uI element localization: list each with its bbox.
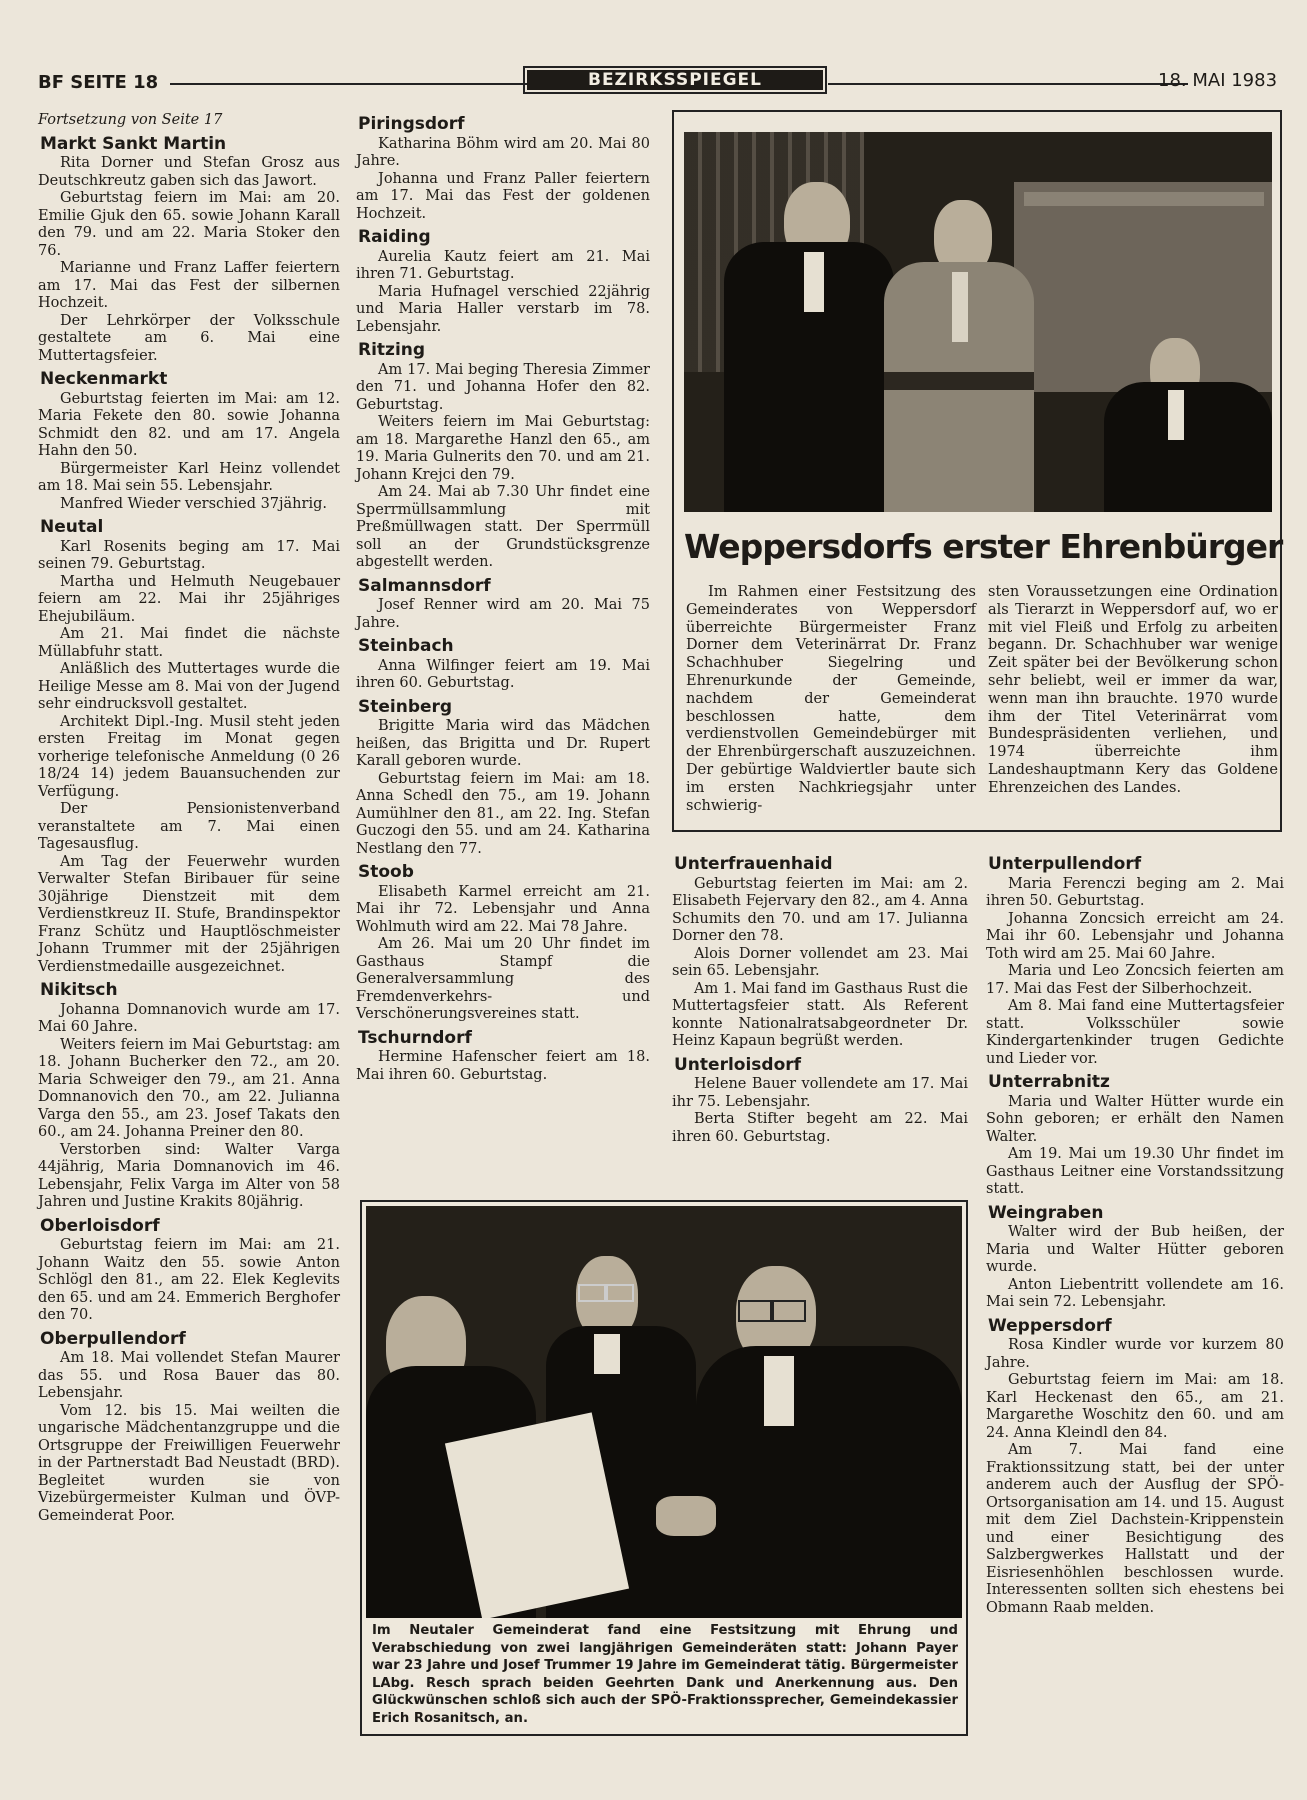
section-paragraph: Am Tag der Feuerwehr wurden Verwalter Stefan Biribauer für seine 30jährige Dienstzeit mit dem Verdienstkreuz II. Stufe, Brandinspektor Franz Schütz und Hauptlöschmeister Johann Trummer mit der 25jährigen Verdienstmedaille ausgezeichnet. bbox=[38, 853, 340, 975]
section-title: BEZIRKSSPIEGEL bbox=[527, 70, 823, 90]
section-heading: Unterloisdorf bbox=[674, 1054, 802, 1075]
column-2 bbox=[356, 110, 650, 1088]
issue-date: 18. MAI 1983 bbox=[1158, 70, 1278, 91]
section-paragraph: Der Pensionistenverband veranstaltete am 7. Mai einen Tagesausflug. bbox=[38, 801, 340, 852]
column-4 bbox=[986, 850, 1284, 1621]
section-heading: Unterrabnitz bbox=[988, 1072, 1110, 1092]
section-paragraph: Am 18. Mai vollendet Stefan Maurer das 55. und Rosa Bauer das 80. Lebensjahr. bbox=[38, 1350, 340, 1401]
header-rule-left bbox=[170, 83, 556, 85]
section-heading: Raiding bbox=[358, 227, 431, 247]
section-paragraph: Aurelia Kautz feiert am 21. Mai ihren 71. Geburtstag. bbox=[356, 248, 650, 282]
section-paragraph: Geburtstag feiern im Mai: am 18. Anna Schedl den 75., am 19. Johann Aumühlner den 81., am 22. Ing. Stefan Guczogi den 55. und am 24. Katharina Nestlang den 77. bbox=[356, 770, 650, 857]
section-paragraph: Anton Liebentritt vollendete am 16. Mai sein 72. Lebensjahr. bbox=[986, 1276, 1284, 1310]
column-1 bbox=[38, 112, 340, 1529]
section-ritzing bbox=[356, 342, 650, 572]
section-paragraph: Geburtstag feierten im Mai: am 12. Maria Fekete den 80. sowie Johanna Schmidt den 82. und am 17. Angela Hahn den 50. bbox=[38, 390, 340, 459]
section-paragraph: Anna Wilfinger feiert am 19. Mai ihren 60. Geburtstag. bbox=[356, 657, 650, 691]
photo-caption: Im Neutaler Gemeinderat fand eine Festsitzung mit Ehrung und Verabschiedung von zwei langjährigen Gemeinderäten statt: Johann Payer war 23 Jahre und Josef Trummer 19 Jahre im Gemeinderat tätig. Bürgermeister LAbg. Resch sprach beiden Geehrten Dank und Anerkennung aus. Den Glückwünschen schloß sich auch der SPÖ-Fraktionssprecher, Gemeindekassier Erich Rosanitsch, an. bbox=[372, 1623, 958, 1726]
continuation-note: Fortsetzung von Seite 17 bbox=[38, 112, 223, 128]
page-number: BF SEITE 18 bbox=[38, 72, 159, 93]
section-heading: Steinberg bbox=[358, 696, 453, 717]
section-steinbach bbox=[356, 638, 650, 693]
section-heading: Neckenmarkt bbox=[40, 369, 168, 389]
section-heading: Salmannsdorf bbox=[358, 575, 491, 596]
section-heading: Weppersdorf bbox=[988, 1315, 1112, 1336]
section-paragraph: Geburtstag feierten im Mai: am 2. Elisabeth Fejervary den 82., am 4. Anna Schumits den 70. und am 17. Julianna Dorner den 78. bbox=[672, 875, 968, 944]
section-paragraph: Am 19. Mai um 19.30 Uhr findet im Gasthaus Leitner eine Vorstandssitzung statt. bbox=[986, 1146, 1284, 1197]
award-photo bbox=[684, 132, 1272, 512]
section-paragraph: Am 1. Mai fand im Gasthaus Rust die Muttertagsfeier statt. Als Referent konnte Nationalratsabgeordneter Dr. Heinz Kapaun begrüßt werden. bbox=[672, 980, 968, 1049]
section-neutal bbox=[38, 519, 340, 976]
section-paragraph: Der Lehrkörper der Volksschule gestaltete am 6. Mai eine Muttertagsfeier. bbox=[38, 312, 340, 364]
section-raiding bbox=[356, 229, 650, 336]
section-paragraph: Hermine Hafenscher feiert am 18. Mai ihren 60. Geburtstag. bbox=[356, 1049, 650, 1083]
section-paragraph: Verstorben sind: Walter Varga 44jährig, Maria Domnanovich im 46. Lebensjahr, Felix Varga im Alter von 58 Jahren und Justine Krakits 80jährig. bbox=[38, 1141, 340, 1210]
section-heading: Oberloisdorf bbox=[40, 1215, 160, 1236]
council-photo-box bbox=[360, 1200, 968, 1736]
section-markt-sankt-martin bbox=[38, 133, 340, 366]
section-paragraph: Josef Renner wird am 20. Mai 75 Jahre. bbox=[356, 597, 650, 631]
section-paragraph: Am 7. Mai fand eine Fraktionssitzung statt, bei der unter anderem auch der Ausflug der SPÖ-Ortsorganisation am 14. und 15. August mit dem Ziel Dachstein-Krippenstein und einer Besichtigung des Salzbergwerkes Hallstatt und der Eisriesenhöhlen beschlossen wurde. Interessenten sollten sich ehestens bei Obmann Raab melden. bbox=[986, 1442, 1284, 1616]
section-paragraph: Am 8. Mai fand eine Muttertagsfeier statt. Volksschüler sowie Kindergartenkinder trugen Gedichte und Lieder vor. bbox=[986, 998, 1284, 1067]
section-paragraph: Manfred Wieder verschied 37jährig. bbox=[60, 495, 327, 512]
section-paragraph: Maria und Walter Hütter wurde ein Sohn geboren; er erhält den Namen Walter. bbox=[986, 1093, 1284, 1145]
section-paragraph: Maria Hufnagel verschied 22jährig und Maria Haller verstarb im 78. Lebensjahr. bbox=[356, 283, 650, 335]
feature-text-left bbox=[686, 584, 976, 815]
section-paragraph: Geburtstag feiern im Mai: am 18. Karl Heckenast den 65., am 21. Margarethe Woschitz den 60. und am 24. Anna Kleindl den 84. bbox=[986, 1372, 1284, 1441]
section-heading: Steinbach bbox=[358, 636, 454, 656]
section-paragraph: Rosa Kindler wurde vor kurzem 80 Jahre. bbox=[986, 1337, 1284, 1371]
section-paragraph: Karl Rosenits beging am 17. Mai seinen 79. Geburtstag. bbox=[38, 538, 340, 572]
section-heading: Tschurndorf bbox=[358, 1027, 472, 1048]
section-oberloisdorf bbox=[38, 1215, 340, 1325]
section-tschurndorf bbox=[356, 1027, 650, 1085]
section-paragraph: Maria und Leo Zoncsich feierten am 17. Mai das Fest der Silberhochzeit. bbox=[986, 963, 1284, 997]
section-paragraph: Bürgermeister Karl Heinz vollendet am 18. Mai sein 55. Lebensjahr. bbox=[38, 460, 340, 494]
section-paragraph: Architekt Dipl.-Ing. Musil steht jeden ersten Freitag im Monat gegen vorherige telefonische Anmeldung (0 26 18/24 14) jedem Bauansuchenden zur Verfügung. bbox=[38, 713, 340, 800]
feature-text-right bbox=[988, 584, 1278, 798]
column-3 bbox=[672, 850, 968, 1150]
section-weingraben bbox=[986, 1202, 1284, 1312]
section-steinberg bbox=[356, 696, 650, 859]
section-oberpullendorf bbox=[38, 1328, 340, 1526]
section-paragraph: Elisabeth Karmel erreicht am 21. Mai ihr 72. Lebensjahr und Anna Wohlmuth wird am 22. Mai 78 Jahre. bbox=[356, 883, 650, 935]
section-paragraph: Johanna und Franz Paller feiertern am 17. Mai das Fest der goldenen Hochzeit. bbox=[356, 170, 650, 222]
section-heading: Unterfrauenhaid bbox=[674, 854, 833, 874]
section-heading: Ritzing bbox=[358, 340, 426, 360]
section-paragraph: Marianne und Franz Laffer feiertern am 17. Mai das Fest der silbernen Hochzeit. bbox=[38, 260, 340, 311]
section-salmannsdorf bbox=[356, 575, 650, 633]
section-paragraph: Anläßlich des Muttertages wurde die Heilige Messe am 8. Mai von der Jugend sehr eindrucksvoll gestaltet. bbox=[38, 661, 340, 712]
page-header bbox=[38, 66, 1288, 96]
section-paragraph: Geburtstag feiern im Mai: am 21. Johann Waitz den 55. sowie Anton Schlögl den 81., am 22. Elek Keglevits den 65. und am 24. Emmerich Berghofer den 70. bbox=[38, 1237, 340, 1323]
section-heading: Nikitsch bbox=[40, 980, 118, 1000]
section-unterloisdorf bbox=[672, 1054, 968, 1147]
feature-article bbox=[672, 110, 1282, 832]
section-piringsdorf bbox=[356, 116, 650, 223]
section-paragraph: Brigitte Maria wird das Mädchen heißen, das Brigitta und Dr. Rupert Karall geboren wurde. bbox=[356, 718, 650, 769]
feature-paragraph: sten Voraussetzungen eine Ordination als Tierarzt in Weppersdorf auf, wo er mit viel Fleiß und Erfolg zu arbeiten begann. Dr. Schachhuber war wenige Zeit später bei der Bevölkerung schon sehr beliebt, weil er immer da war, wenn man ihn brauchte. 1970 wurde ihm der Titel Veterinärrat vom Bundespräsidenten verliehen, und 1974 überreichte ihm Landeshauptmann Kery das Goldene Ehrenzeichen des Landes. bbox=[988, 584, 1278, 796]
section-paragraph: Am 21. Mai findet die nächste Müllabfuhr statt. bbox=[38, 626, 340, 660]
section-paragraph: Katharina Böhm wird am 20. Mai 80 Jahre. bbox=[356, 135, 650, 169]
section-paragraph: Martha und Helmuth Neugebauer feiern am 22. Mai ihr 25jähriges Ehejubiläum. bbox=[38, 573, 340, 625]
section-paragraph: Johanna Zoncsich erreicht am 24. Mai ihr 60. Lebensjahr und Johanna Toth wird am 25. Mai 60 Jahre. bbox=[986, 910, 1284, 962]
section-paragraph: Maria Ferenczi beging am 2. Mai ihren 50. Geburtstag. bbox=[986, 875, 1284, 909]
section-unterfrauenhaid bbox=[672, 856, 968, 1051]
section-banner bbox=[523, 66, 827, 94]
section-paragraph: Weiters feiern im Mai Geburtstag: am 18. Margarethe Hanzl den 65., am 19. Maria Gulnerits den 70. und am 21. Johann Krejci den 79. bbox=[356, 414, 650, 483]
section-paragraph: Am 17. Mai beging Theresia Zimmer den 71. und Johanna Hofer den 82. Geburtstag. bbox=[356, 361, 650, 413]
section-stoob bbox=[356, 864, 650, 1024]
section-paragraph: Am 26. Mai um 20 Uhr findet im Gasthaus Stampf die Generalversammlung des Fremdenverkehrs- und Verschönerungsvereines statt. bbox=[356, 936, 650, 1022]
section-paragraph: Helene Bauer vollendete am 17. Mai ihr 75. Lebensjahr. bbox=[672, 1076, 968, 1110]
section-heading: Stoob bbox=[358, 862, 414, 882]
section-paragraph: Alois Dorner vollendet am 23. Mai sein 65. Lebensjahr. bbox=[672, 945, 968, 979]
council-photo bbox=[366, 1206, 962, 1618]
section-weppersdorf bbox=[986, 1315, 1284, 1618]
feature-paragraph: Im Rahmen einer Festsitzung des Gemeinderates von Weppersdorf überreichte Bürgermeister Franz Dorner dem Veterinärrat Dr. Franz Schachhuber Siegelring und Ehrenurkunde der Gemeinde, nachdem der Gemeinderat beschlossen hatte, dem verdienstvollen Gemeindebürger mit der Ehrenbürgerschaft auszuzeichnen. Der gebürtige Waldviertler baute sich im ersten Nachkriegsjahr unter schwierig- bbox=[686, 584, 976, 814]
section-nikitsch bbox=[38, 982, 340, 1212]
section-paragraph: Rita Dorner und Stefan Grosz aus Deutschkreutz gaben sich das Jawort. bbox=[38, 155, 340, 189]
section-neckenmarkt bbox=[38, 371, 340, 513]
section-paragraph: Am 24. Mai ab 7.30 Uhr findet eine Sperrmüllsammlung mit Preßmüllwagen statt. Der Sperrmüll soll an der Grundstücksgrenze abgestellt werden. bbox=[356, 484, 650, 570]
section-heading: Neutal bbox=[40, 517, 104, 537]
section-heading: Oberpullendorf bbox=[40, 1328, 186, 1349]
section-heading: Markt Sankt Martin bbox=[40, 133, 227, 154]
section-paragraph: Johanna Domnanovich wurde am 17. Mai 60 Jahre. bbox=[38, 1001, 340, 1035]
header-rule-right bbox=[828, 83, 1188, 85]
section-paragraph: Berta Stifter begeht am 22. Mai ihren 60. Geburtstag. bbox=[672, 1111, 968, 1145]
section-unterrabnitz bbox=[986, 1074, 1284, 1199]
section-paragraph: Vom 12. bis 15. Mai weilten die ungarische Mädchentanzgruppe und die Ortsgruppe der Freiwilligen Feuerwehr in der Partnerstadt Bad Neustadt (BRD). Begleitet wurden sie von Vizebürgermeister Kulman und ÖVP-Gemeinderat Poor. bbox=[38, 1402, 340, 1524]
section-unterpullendorf bbox=[986, 856, 1284, 1068]
section-heading: Piringsdorf bbox=[358, 114, 465, 134]
section-paragraph: Geburtstag feiern im Mai: am 20. Emilie Gjuk den 65. sowie Johann Karall den 79. und am 22. Maria Stoker den 76. bbox=[38, 190, 340, 259]
feature-headline: Weppersdorfs erster Ehrenbürger bbox=[684, 527, 1283, 566]
section-heading: Weingraben bbox=[988, 1202, 1104, 1223]
section-paragraph: Weiters feiern im Mai Geburtstag: am 18. Johann Bucherker den 72., am 20. Maria Schweiger den 79., am 21. Anna Domnanovich den 70., am 22. Julianna Varga den 55., am 23. Josef Takats den 60., am 24. Johanna Preiner den 80. bbox=[38, 1036, 340, 1140]
section-heading: Unterpullendorf bbox=[988, 854, 1142, 874]
section-paragraph: Walter wird der Bub heißen, der Maria und Walter Hütter geboren wurde. bbox=[986, 1224, 1284, 1275]
